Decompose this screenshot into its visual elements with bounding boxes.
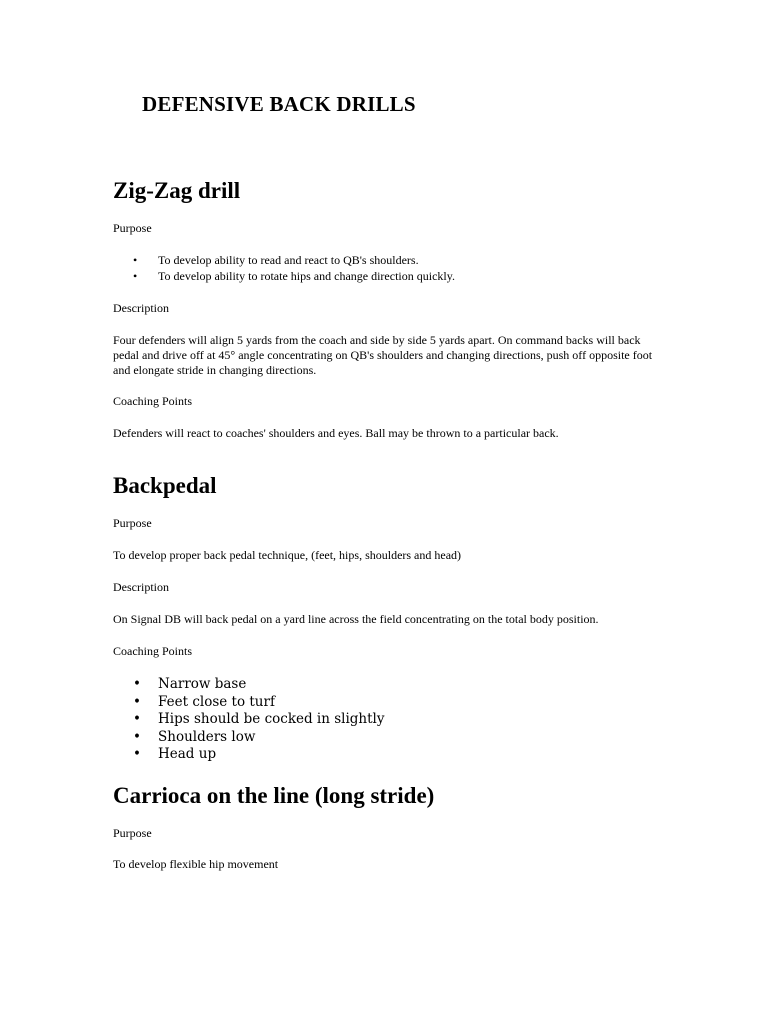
bullet-icon: •	[133, 253, 138, 267]
backpedal-purpose-label: Purpose	[113, 516, 152, 530]
carrioca-purpose: To develop flexible hip movement	[113, 857, 279, 871]
backpedal-description-label: Description	[113, 580, 169, 594]
backpedal-purpose: To develop proper back pedal technique, (feet, hips, shoulders and head)	[113, 548, 462, 562]
zigzag-purpose-list	[113, 252, 455, 284]
drill-heading-zigzag: Zig-Zag drill	[113, 178, 241, 203]
list-item: • Shoulders low	[133, 728, 256, 745]
backpedal-coaching-list	[113, 676, 385, 764]
zigzag-description-label: Description	[113, 301, 169, 315]
list-item: • Head up	[133, 746, 217, 762]
zigzag-purpose-label: Purpose	[113, 221, 152, 235]
bullet-icon: •	[133, 676, 141, 692]
bullet-icon: •	[133, 693, 141, 710]
bullet-icon: •	[133, 746, 141, 762]
drill-heading-carrioca: Carrioca on the line (long stride)	[113, 783, 435, 808]
backpedal-description: On Signal DB will back pedal on a yard line across the field concentrating on the total body position.	[113, 612, 599, 626]
list-item: • To develop ability to rotate hips and change direction quickly.	[133, 269, 455, 283]
drill-heading-backpedal: Backpedal	[113, 473, 217, 498]
list-item: • To develop ability to read and react to QB's shoulders.	[133, 253, 419, 267]
backpedal-coaching-label: Coaching Points	[113, 644, 193, 658]
carrioca-purpose-label: Purpose	[113, 826, 152, 840]
list-item: • Feet close to turf	[133, 693, 275, 710]
document-title: DEFENSIVE BACK DRILLS	[142, 92, 416, 116]
list-item: • Narrow base	[133, 676, 247, 692]
zigzag-coaching: Defenders will react to coaches' shoulders and eyes. Ball may be thrown to a particular back.	[113, 426, 559, 440]
bullet-icon: •	[133, 711, 141, 727]
zigzag-description: Four defenders will align 5 yards from the coach and side by side 5 yards apart. On command backs will back pedal and drive off at 45° angle concentrating on QB's shoulders and changing directions, push off opposite foot and elongate stride in changing directions.	[113, 333, 653, 377]
bullet-icon: •	[133, 269, 138, 283]
list-item: • Hips should be cocked in slightly	[133, 711, 385, 727]
bullet-icon: •	[133, 728, 141, 745]
zigzag-coaching-label: Coaching Points	[113, 394, 193, 408]
